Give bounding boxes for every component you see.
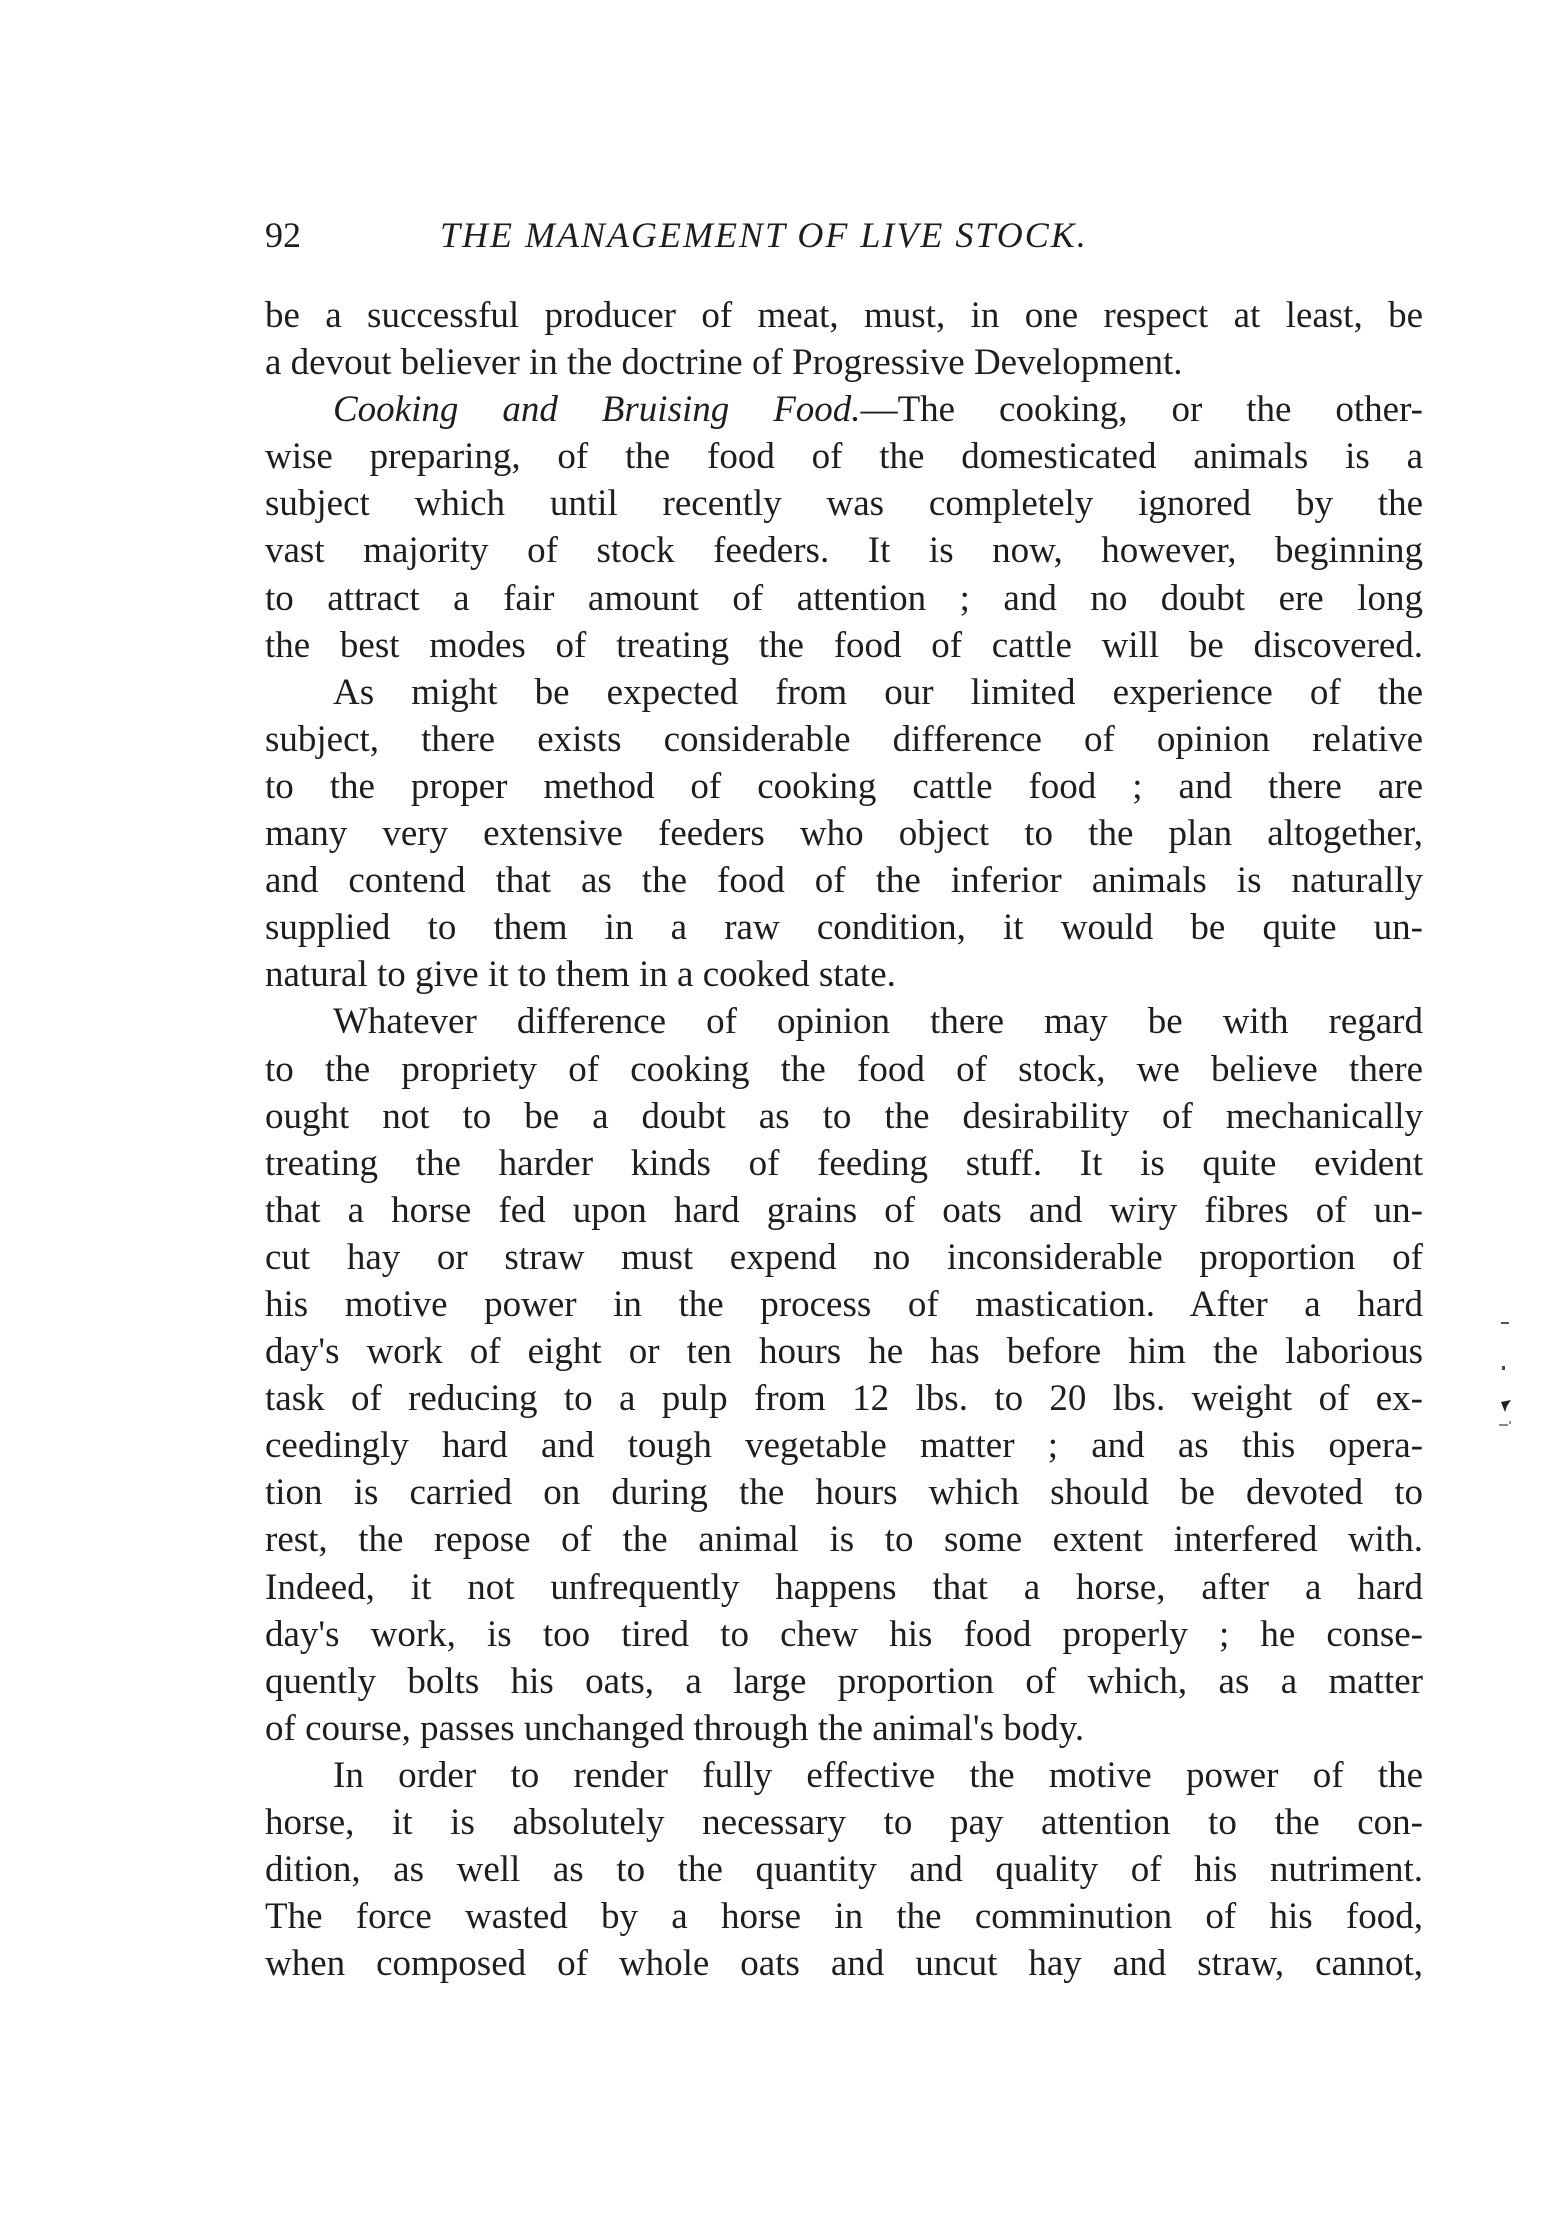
text-line: day's work, is too tired to chew his food properly ; he conse-: [265, 1613, 1423, 1655]
margin-scan-marks: [1495, 1320, 1525, 1470]
text-line: ceedingly hard and tough vegetable matter ; and as this opera-: [265, 1425, 1423, 1467]
text-line: be a successful producer of meat, must, in one respect at least, be: [265, 295, 1423, 336]
text-line: supplied to them in a raw condition, it would be quite un-: [265, 907, 1423, 949]
text-line: subject, there exists considerable difference of opinion relative: [265, 718, 1423, 760]
section-heading-line: [265, 386, 1423, 433]
text-line: cut hay or straw must expend no inconsiderable proportion of: [265, 1236, 1423, 1278]
text-line: to attract a fair amount of attention ; and no doubt ere long: [265, 577, 1423, 619]
text-line: to the propriety of cooking the food of stock, we believe there: [265, 1048, 1423, 1090]
text-line: subject which until recently was completely ignored by the: [265, 483, 1423, 525]
text-line: horse, it is absolutely necessary to pay attention to the con-: [265, 1802, 1423, 1843]
body-text: [265, 292, 1423, 1987]
text-line: dition, as well as to the quantity and quality of his nutriment.: [265, 1849, 1423, 1891]
text-line: of course, passes unchanged through the animal's body.: [265, 1707, 1085, 1749]
text-line: As might be expected from our limited experience of the: [333, 671, 1423, 713]
text-line: when composed of whole oats and uncut hay and straw, cannot,: [265, 1943, 1423, 1985]
text-line: quently bolts his oats, a large proportion of which, as a matter: [265, 1660, 1423, 1702]
running-title: THE MANAGEMENT OF LIVE STOCK.: [440, 215, 1088, 255]
section-heading-text: —The cooking, or the other-: [860, 389, 1423, 431]
text-line: Whatever difference of opinion there may be with regard: [333, 1001, 1423, 1043]
text-line: Indeed, it not unfrequently happens that a horse, after a hard: [265, 1566, 1423, 1608]
text-line: that a horse fed upon hard grains of oats and wiry fibres of un-: [265, 1189, 1423, 1231]
running-head: [265, 210, 1425, 260]
text-line: treating the harder kinds of feeding stuff. It is quite evident: [265, 1142, 1423, 1184]
text-line: to the proper method of cooking cattle food ; and there are: [265, 765, 1423, 807]
scan-artifact-icon: [1495, 1320, 1525, 1470]
text-line: and contend that as the food of the inferior animals is naturally: [265, 860, 1423, 902]
text-line: a devout believer in the doctrine of Progressive Development.: [265, 342, 1183, 384]
text-line: many very extensive feeders who object to the plan altogether,: [265, 813, 1423, 855]
page-number: 92: [265, 215, 301, 255]
text-line: rest, the repose of the animal is to some extent interfered with.: [265, 1519, 1423, 1561]
text-line: tion is carried on during the hours which should be devoted to: [265, 1472, 1423, 1514]
text-line: wise preparing, of the food of the domesticated animals is a: [265, 436, 1423, 478]
text-line: ought not to be a doubt as to the desirability of mechanically: [265, 1095, 1423, 1137]
text-line: In order to render fully effective the motive power of the: [333, 1754, 1423, 1796]
text-line: natural to give it to them in a cooked state.: [265, 954, 896, 996]
text-line: his motive power in the process of mastication. After a hard: [265, 1283, 1423, 1325]
text-line: vast majority of stock feeders. It is now, however, beginning: [265, 530, 1423, 572]
text-line: task of reducing to a pulp from 12 lbs. to 20 lbs. weight of ex-: [265, 1378, 1423, 1420]
text-line: day's work of eight or ten hours he has before him the laborious: [265, 1331, 1423, 1373]
text-line: the best modes of treating the food of cattle will be discovered.: [265, 624, 1423, 666]
text-line: The force wasted by a horse in the comminution of his food,: [265, 1896, 1423, 1938]
section-heading: Cooking and Bruising Food.: [333, 389, 861, 431]
